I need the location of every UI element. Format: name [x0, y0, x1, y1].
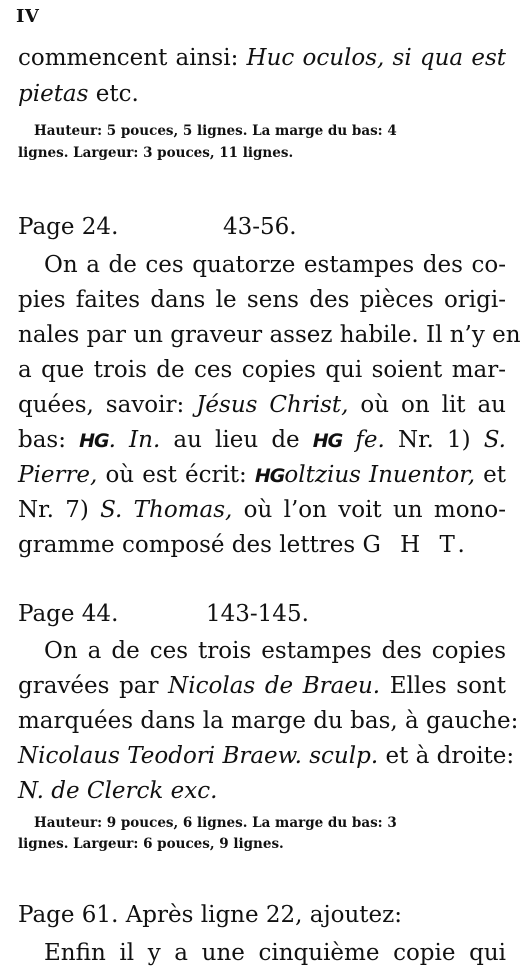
text-line: On a de ces trois estampes des copies — [44, 638, 506, 664]
dimension-note-line: lignes. Largeur: 3 pouces, 11 lignes. — [18, 145, 294, 161]
italic-text-run: oltzius Inuentor, — [284, 462, 476, 488]
text-run: Nr. 7) — [18, 497, 101, 523]
text-line: Page 61. Après ligne 22, ajoutez: — [18, 902, 403, 928]
text-line: a que trois de ces copies qui soient mar- — [18, 357, 506, 383]
dimension-note-line: Hauteur: 9 pouces, 6 lignes. La marge du bas: 3 — [34, 815, 397, 831]
text-run: gramme composé des lettres — [18, 532, 363, 558]
italic-text-run: Pierre, — [18, 462, 98, 488]
text-run: Nr. 1) — [384, 427, 484, 453]
monogram-hg: HG — [254, 465, 285, 487]
plate-numbers: 43-56. — [223, 214, 297, 240]
dimension-note-line: Hauteur: 5 pouces, 5 lignes. La marge du bas: 4 — [34, 123, 397, 139]
text-line: pies faites dans le sens des pièces origi- — [18, 287, 506, 313]
monogram-hg: HG — [79, 430, 109, 452]
page-number: IV — [16, 6, 40, 27]
text-run: et — [475, 462, 506, 488]
text-line — [18, 529, 506, 561]
italic-text-run: Huc oculos, si qua est — [246, 45, 506, 71]
text-line: Enfin il y a une cinquième copie qui — [44, 940, 506, 966]
monogram-letters: G H T. — [362, 532, 471, 558]
text-run: etc. — [88, 81, 139, 107]
page-reference: Page 24. — [18, 214, 119, 240]
text-run: commencent ainsi: — [18, 45, 247, 71]
text-run: où l’on voit un mono- — [232, 497, 506, 523]
text-line: On a de ces quatorze estampes des co- — [44, 252, 506, 278]
italic-text-run: S. Thomas, — [100, 497, 233, 523]
dimension-note-line: lignes. Largeur: 6 pouces, 9 lignes. — [18, 836, 284, 852]
text-line — [18, 424, 506, 457]
text-line — [18, 494, 506, 526]
text-line — [18, 78, 506, 110]
italic-text-run: fe. — [342, 427, 385, 453]
section-heading — [18, 598, 309, 630]
italic-text-run: Nicolas de Braeu. — [168, 673, 381, 699]
text-line: nales par un graveur assez habile. Il n’y en — [18, 322, 521, 348]
italic-text-run: Jésus Christ, — [196, 392, 349, 418]
text-run: quées, savoir: — [18, 392, 197, 418]
text-line — [18, 670, 506, 702]
text-line — [18, 42, 506, 74]
italic-text-run: . In. — [108, 427, 161, 453]
page-reference: Page 44. — [18, 601, 119, 627]
text-run: où est écrit: — [97, 462, 255, 488]
text-run: bas: — [18, 427, 80, 453]
text-run: Elles sont — [380, 673, 506, 699]
italic-text-run: Nicolaus Teodori Braew. sculp. — [18, 743, 379, 769]
text-line: N. de Clerck exc. — [18, 778, 218, 804]
text-line — [18, 740, 515, 772]
monogram-hg: HG — [312, 430, 343, 452]
text-line — [18, 389, 506, 421]
text-run: au lieu de — [160, 427, 313, 453]
text-run: gravées par — [18, 673, 169, 699]
italic-text-run: S. — [483, 427, 506, 453]
text-run: et à droite: — [378, 743, 515, 769]
italic-text-run: pietas — [18, 81, 89, 107]
section-heading — [18, 211, 297, 243]
text-line — [18, 459, 506, 492]
plate-numbers: 143-145. — [206, 601, 309, 627]
text-run: où on lit au — [348, 392, 506, 418]
text-line: marquées dans la marge du bas, à gauche: — [18, 708, 519, 734]
